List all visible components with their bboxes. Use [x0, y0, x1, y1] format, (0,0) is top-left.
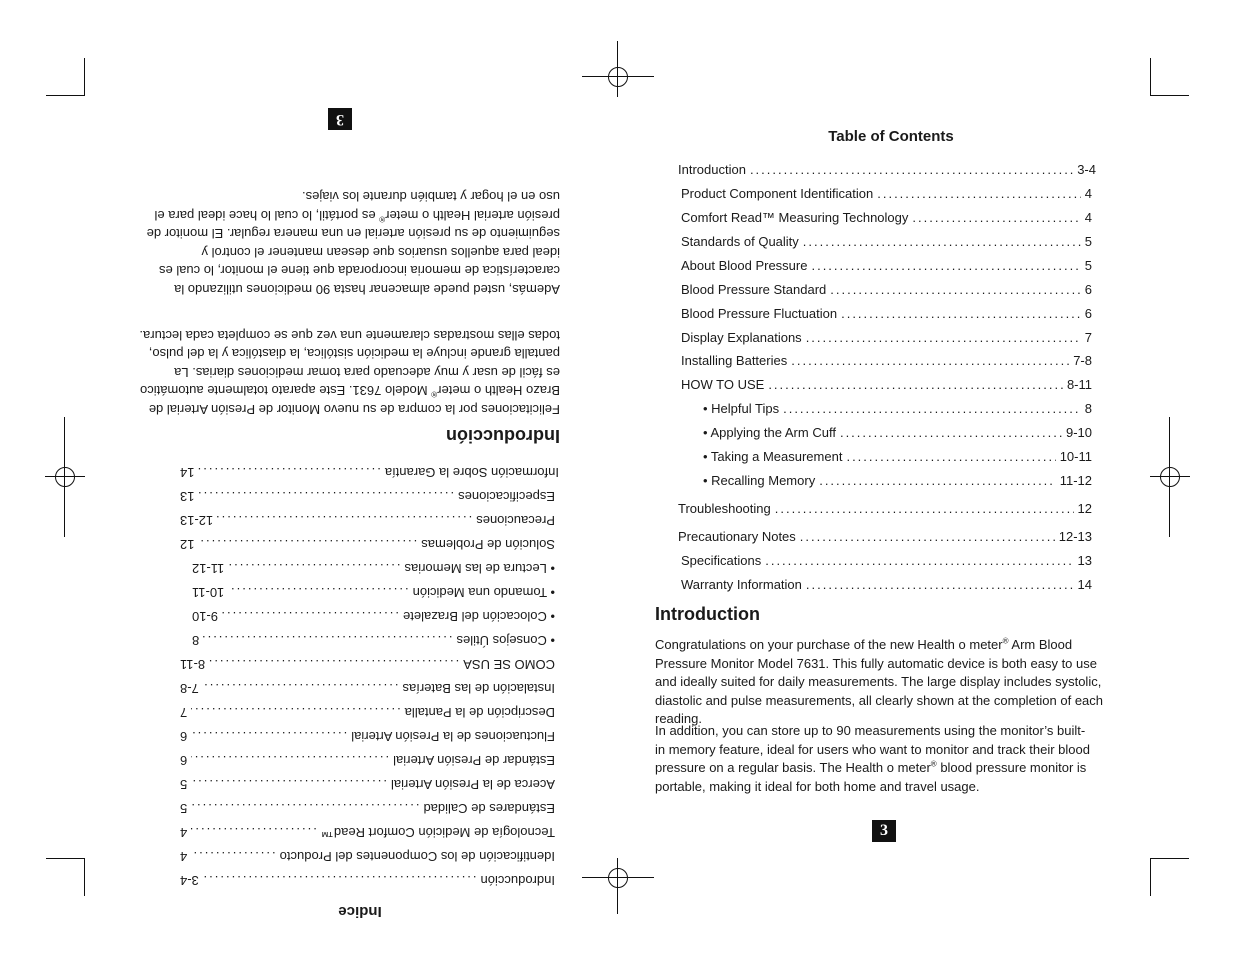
toc-row: Instalación de las Baterías ..... 7-8	[180, 680, 555, 696]
introduction-heading: Introduction	[655, 604, 760, 624]
toc-row: Identificación de los Componentes del Producto ..... 4	[180, 848, 555, 864]
crop-mark	[1151, 858, 1189, 859]
toc-row: HOW TO USE ..... 8-11	[681, 377, 1092, 393]
toc-row: Estándares de Calidad ..... 5	[180, 800, 555, 816]
toc-row: • Applying the Arm Cuff ..... 9-10	[703, 425, 1092, 441]
toc-row: • Lectura de las Memorias ..... 11-12	[192, 560, 555, 576]
toc-row: Indroducción ..... 3-4	[180, 872, 555, 888]
english-page	[676, 128, 1106, 620]
page-number: 3	[328, 108, 352, 130]
toc-row: Blood Pressure Fluctuation ..... 6	[681, 306, 1092, 322]
crop-mark	[1150, 858, 1151, 896]
registration-mark	[1150, 457, 1190, 497]
toc-row: • Helpful Tips ..... 8	[703, 401, 1092, 417]
toc-row: Blood Pressure Standard ..... 6	[681, 282, 1092, 298]
toc-row: Estándar de Presión Arterial ..... 6	[180, 752, 555, 768]
toc-row: Solución de Problemas ..... 12	[180, 536, 555, 552]
crop-mark	[84, 858, 85, 896]
registration-mark	[45, 457, 85, 497]
toc-row: About Blood Pressure ..... 5	[681, 258, 1092, 274]
toc-row: Warranty Information ..... 14	[681, 577, 1092, 593]
page-number: 3	[872, 820, 896, 842]
registration-mark	[598, 858, 638, 898]
toc-row: Descripción de la Pantalla ..... 7	[180, 704, 555, 720]
crop-mark	[46, 95, 84, 96]
toc-row: Información Sobre la Garantía ..... 14	[180, 464, 559, 480]
spanish-page	[130, 108, 590, 920]
crop-mark	[84, 58, 85, 96]
toc-row: Especificaciones ..... 13	[180, 488, 555, 504]
toc-row: • Tomando una Medición ..... 10-11	[192, 584, 555, 600]
toc-title: Table of Contents	[828, 128, 954, 145]
toc-row: Product Component Identification ..... 4	[681, 186, 1092, 202]
toc-row: Display Explanations ..... 7	[681, 330, 1092, 346]
registration-mark	[598, 57, 638, 97]
toc-row: Specifications ..... 13	[681, 553, 1092, 569]
toc-row: COMO SE USA ..... 8-11	[180, 656, 555, 672]
introduccion-paragraph: Felicitaciones por la compra de su nuevo Monitor de Presión Arterial de Brazo Health o meter® Modelo 7631. Este aparato totalmente automático es fácil de usar y muy adecuado para tomar mediciones diarias. La pantalla grande incluye la medición sistólica, la diastólica y la del pulso, todas ellas mostradas claramente una vez que se completa cada lectura.	[139, 328, 560, 417]
toc-row: Introduction ..... 3-4	[678, 162, 1096, 178]
introduction-paragraph: In addition, you can store up to 90 measurements using the monitor’s built-in memory feature, ideal for users who want to monitor and track their blood pressure on a regular basis. The Health o meter® blood pressure monitor is portable, making it ideal for both home and travel usage.	[655, 723, 1090, 794]
toc-row: Precautionary Notes ..... 12-13	[678, 529, 1092, 545]
toc-row: Tecnología de Medición Comfort Read™ ..... 4	[180, 824, 555, 840]
toc-row: Installing Batteries ..... 7-8	[681, 353, 1092, 369]
toc-row: Standards of Quality ..... 5	[681, 234, 1092, 250]
introduccion-heading: Indroducción	[446, 426, 560, 446]
introduccion-paragraph: Además, usted puede almacenar hasta 90 mediciones utilizando la característica de memoria incorporada que tiene el monitor, lo cual es ideal para aquellos usuarios que desean mantener el control y seguimiento de su presión arterial en una manera regular. El monitor de presión arterial Health o meter® es portátil, lo cual lo hace ideal para el uso en el hogar y también durante los viajes.	[146, 189, 560, 297]
toc-row: Comfort Read™ Measuring Technology ..... 4	[681, 210, 1092, 226]
toc-row: • Recalling Memory ..... 11-12	[703, 473, 1092, 489]
toc-list	[676, 150, 1106, 620]
crop-mark	[1150, 58, 1151, 96]
toc-row: Acerca de la Presión Arterial ..... 5	[180, 776, 555, 792]
toc-row: Fluctuaciones de la Presión Arterial ..... 6	[180, 728, 555, 744]
indice-title: Indice	[338, 903, 382, 920]
toc-row: • Consejos Útiles ..... 8	[192, 632, 555, 648]
toc-row: Troubleshooting ..... 12	[678, 501, 1092, 517]
crop-mark	[46, 858, 84, 859]
introduction-paragraph: Congratulations on your purchase of the new Health o meter® Arm Blood Pressure Monitor Model 7631. This fully automatic device is both easy to use and ideally suited for daily measurements. The large display includes systolic, diastolic and pulse measurements, all clearly shown at the completion of each reading.	[655, 636, 1104, 726]
toc-row: • Colocación del Brazalete ..... 9-10	[192, 608, 555, 624]
crop-mark	[1151, 95, 1189, 96]
toc-row: Precauciones ..... 12-13	[180, 512, 555, 528]
toc-row: • Taking a Measurement ..... 10-11	[703, 449, 1092, 465]
